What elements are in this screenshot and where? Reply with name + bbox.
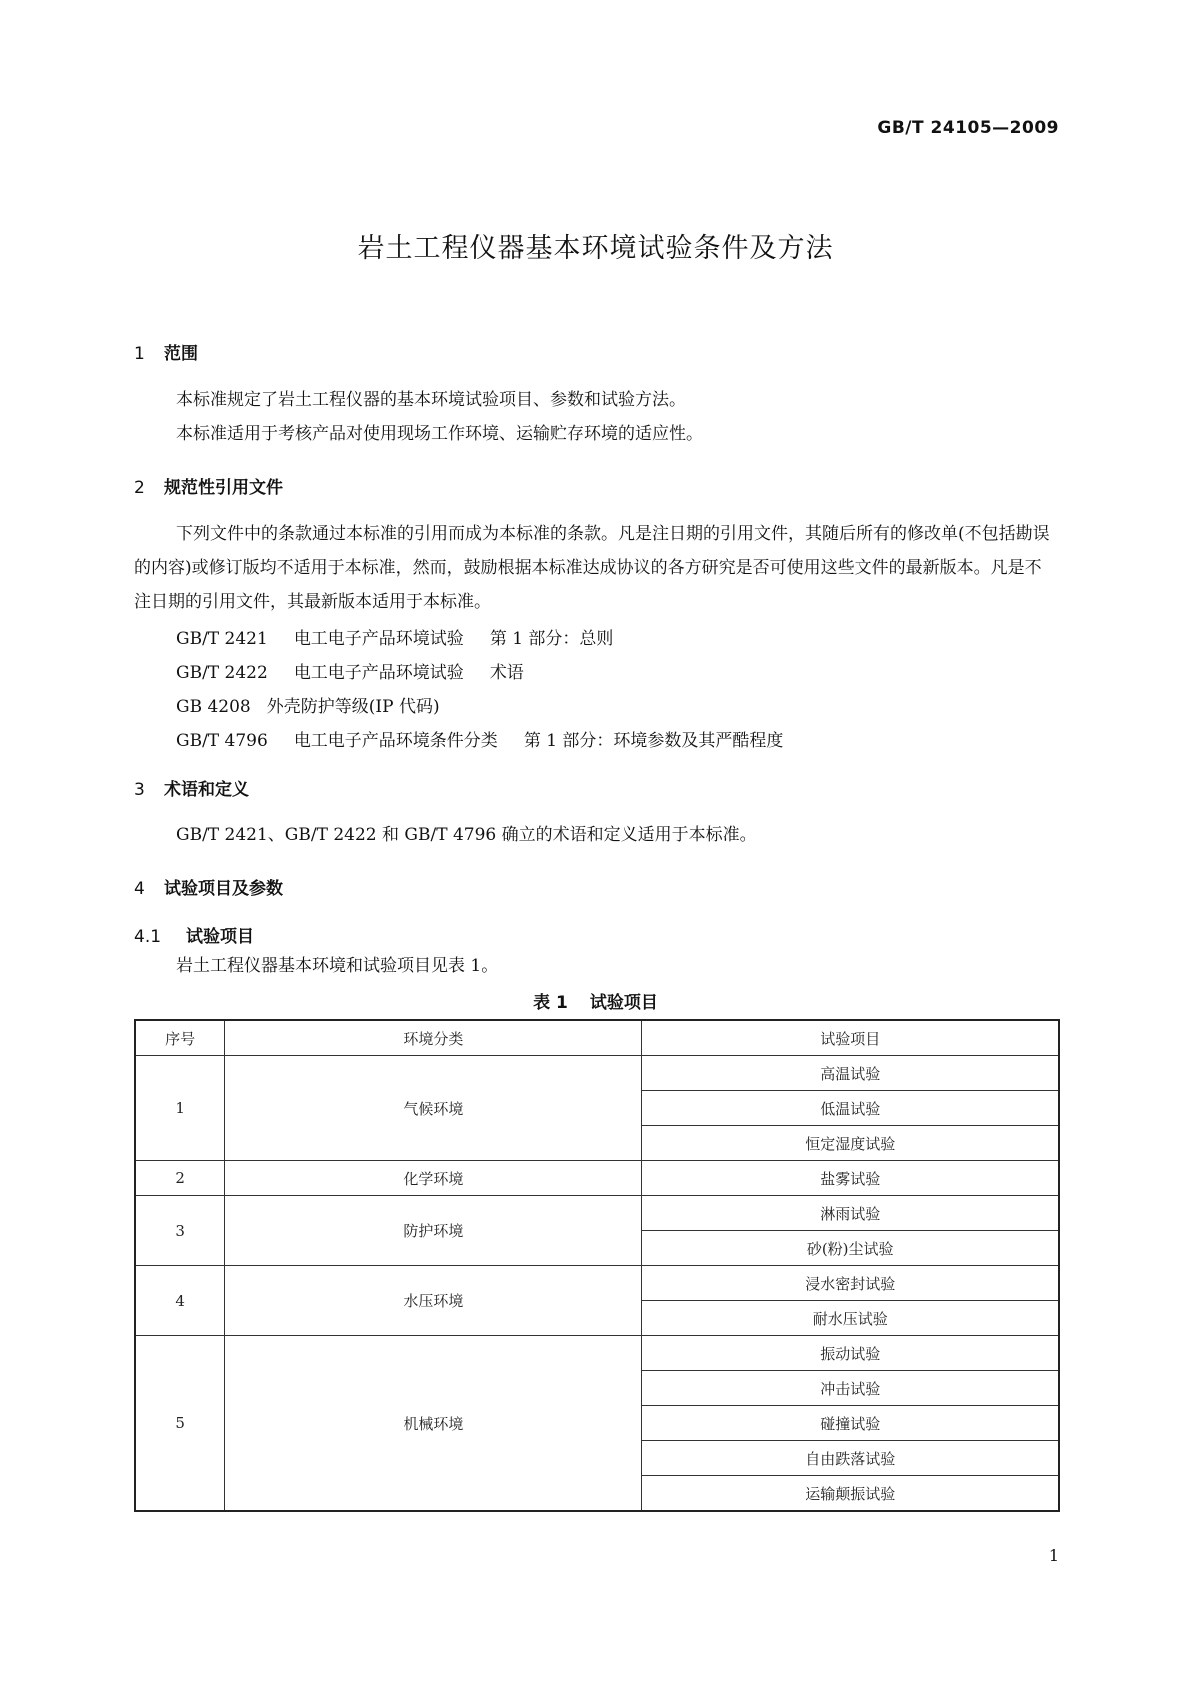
table-header-row (135, 1020, 1059, 1056)
section-title: 术语和定义 (164, 780, 249, 800)
reference-code: GB 4208 (176, 697, 251, 717)
test-item-cell: 耐水压试验 (642, 1301, 1059, 1336)
row-number-cell: 3 (135, 1196, 225, 1266)
section-1-paragraph-2: 本标准适用于考核产品对使用现场工作环境、运输贮存环境的适应性。 (176, 424, 703, 444)
table-caption (0, 988, 1191, 1013)
category-cell: 水压环境 (225, 1266, 642, 1336)
section-number: 1 (134, 344, 145, 364)
header-cell: 环境分类 (225, 1020, 642, 1056)
section-number: 2 (134, 478, 145, 498)
section-3-heading (134, 775, 249, 800)
test-item-cell: 砂(粉)尘试验 (642, 1231, 1059, 1266)
reference-item (176, 692, 440, 717)
section-1-heading (134, 339, 198, 364)
section-title: 试验项目 (186, 927, 254, 947)
test-item-cell: 运输颠振试验 (642, 1476, 1059, 1512)
category-cell: 防护环境 (225, 1196, 642, 1266)
section-number: 4 (134, 879, 145, 899)
row-number-cell: 5 (135, 1336, 225, 1512)
section-4-1-paragraph-1: 岩土工程仪器基本环境和试验项目见表 1。 (176, 956, 499, 976)
section-2-paragraph-1: 下列文件中的条款通过本标准的引用而成为本标准的条款。凡是注日期的引用文件，其随后所有的修改单(不包括勘误的内容)或修订版均不适用于本标准，然而，鼓励根据本标准达成协议的各方研究是否可使用这些文件的最新版本。凡是不注日期的引用文件，其最新版本适用于本标准。 (134, 524, 1050, 612)
reference-title: 电工电子产品环境试验 (293, 629, 464, 649)
section-title: 试验项目及参数 (164, 879, 283, 899)
category-cell: 气候环境 (225, 1056, 642, 1161)
header-cell: 试验项目 (642, 1020, 1059, 1056)
reference-item (176, 658, 524, 683)
reference-code: GB/T 2422 (176, 663, 268, 683)
reference-part: 第 1 部分：环境参数及其严酷程度 (523, 731, 784, 751)
reference-item (176, 726, 783, 751)
document-title: 岩土工程仪器基本环境试验条件及方法 (357, 233, 834, 264)
reference-part: 术语 (489, 663, 524, 683)
test-item-cell: 恒定湿度试验 (642, 1126, 1059, 1161)
section-3-paragraph-1: GB/T 2421、GB/T 2422 和 GB/T 4796 确立的术语和定义适用于本标准。 (176, 825, 757, 845)
section-4-heading (134, 874, 283, 899)
table-row (135, 1196, 1059, 1231)
reference-part: 第 1 部分：总则 (489, 629, 614, 649)
table-caption-title: 试验项目 (589, 993, 658, 1013)
section-4-1-heading (134, 922, 254, 947)
header-cell: 序号 (135, 1020, 225, 1056)
section-number: 4.1 (134, 927, 162, 947)
standard-prefix: GB/T (877, 118, 925, 138)
test-item-cell: 冲击试验 (642, 1371, 1059, 1406)
table-row (135, 1336, 1059, 1371)
test-item-cell: 碰撞试验 (642, 1406, 1059, 1441)
section-number: 3 (134, 780, 145, 800)
category-cell: 化学环境 (225, 1161, 642, 1196)
reference-code: GB/T 2421 (176, 629, 268, 649)
test-item-cell: 浸水密封试验 (642, 1266, 1059, 1301)
row-number-cell: 2 (135, 1161, 225, 1196)
reference-title: 电工电子产品环境试验 (293, 663, 464, 683)
standard-number: 24105—2009 (930, 118, 1059, 138)
page-number: 1 (1048, 1546, 1059, 1565)
section-1-paragraph-1: 本标准规定了岩土工程仪器的基本环境试验项目、参数和试验方法。 (176, 390, 686, 410)
table-row (135, 1161, 1059, 1196)
category-cell: 机械环境 (225, 1336, 642, 1512)
section-title: 规范性引用文件 (164, 478, 283, 498)
test-item-cell: 高温试验 (642, 1056, 1059, 1091)
reference-code: GB/T 4796 (176, 731, 268, 751)
row-number-cell: 4 (135, 1266, 225, 1336)
row-number-cell: 1 (135, 1056, 225, 1161)
section-title: 范围 (164, 344, 198, 364)
reference-title: 外壳防护等级(IP 代码) (266, 697, 440, 717)
test-item-cell: 淋雨试验 (642, 1196, 1059, 1231)
table-caption-label: 表 1 (533, 993, 568, 1013)
test-item-cell: 低温试验 (642, 1091, 1059, 1126)
table-row (135, 1266, 1059, 1301)
test-item-cell: 振动试验 (642, 1336, 1059, 1371)
reference-item (176, 624, 613, 649)
reference-title: 电工电子产品环境条件分类 (293, 731, 498, 751)
test-item-cell: 盐雾试验 (642, 1161, 1059, 1196)
table-row (135, 1056, 1059, 1091)
test-items-table (134, 1019, 1060, 1512)
standard-code (877, 118, 1059, 138)
section-2-heading (134, 473, 283, 498)
test-item-cell: 自由跌落试验 (642, 1441, 1059, 1476)
